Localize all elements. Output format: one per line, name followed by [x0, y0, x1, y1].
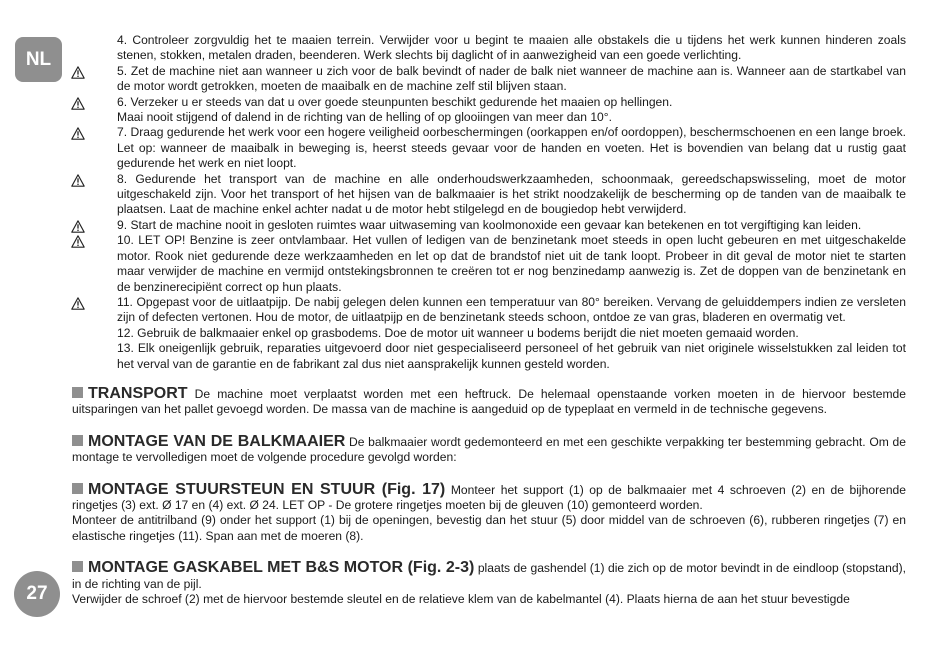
safety-rule-text: Maai nooit stijgend of dalend in de richting van de helling of op glooiingen van meer dan 10°. [117, 110, 612, 125]
section-paragraph [72, 434, 906, 466]
safety-rule [117, 295, 906, 326]
safety-rule-text: 4. Controleer zorgvuldig het te maaien terrein. Verwijder voor u begint te maaien alle obstakels die u tijdens het werk kunnen hinderen zoals stenen, stokken, metalen draden, beenderen. Werk slechts bij daglicht of in aanwezigheid van een goede verlichting. [117, 33, 906, 63]
section-heading: MONTAGE VAN DE BALKMAAIER [88, 432, 346, 450]
warning-triangle-icon [71, 297, 85, 310]
bullet-square-icon [72, 561, 83, 572]
safety-rule-text: 11. Opgepast voor de uitlaatpijp. De nabij gelegen delen kunnen een temperatuur van 80° bereiken. Vervang de geluiddempers indien ze versleten zijn of defecten vertonen. Hou de motor, de uitlaatpijp en de benzinetank steeds schoon, ontdoe ze van gras, bladeren en overmatig vet. [117, 294, 906, 325]
section-text: De machine moet verplaatst worden met een heftruck. De helemaal openstaande vorken moeten in de hiervoor bestemde uitsparingen van het pallet gevoegd worden. De massa van de machine is aangeduid op de typeplaat en vermeld in de technische gegevens. [72, 386, 906, 417]
safety-rule-text: 13. Elk oneigenlijk gebruik, reparaties uitgevoerd door niet gespecialiseerd personeel of het gebruik van niet originele wisselstukken zal leiden tot het verval van de garantie en de fabrikant zal dus niet aansprakelijk kunnen gesteld worden. [117, 341, 906, 371]
section-paragraph [72, 482, 906, 514]
section-paragraph [72, 386, 906, 418]
section-text: De balkmaaier wordt gedemonteerd en met een geschikte verpakking ter bestemming gebracht. Om de montage te vervolledigen moet de volgende procedure gevolgd worden: [72, 434, 906, 465]
section-transport [72, 386, 906, 418]
page-number: 27 [14, 571, 60, 617]
safety-rules-list [117, 33, 906, 372]
safety-rule [117, 64, 906, 95]
section-paragraph [72, 560, 906, 592]
bullet-square-icon [72, 387, 83, 398]
warning-triangle-icon [71, 97, 85, 110]
safety-rule [117, 172, 906, 218]
section-paragraph: Monteer de antitrilband (9) onder het support (1) bij de openingen, bevestig dan het stuur (5) door middel van de schroeven (6), rubberen ringetjes (7) en elastische ringetjes (11). Span aan met de moeren (8). [72, 513, 906, 543]
safety-rule [117, 218, 906, 233]
safety-rule [117, 95, 906, 110]
section-montage-gaskabel [72, 560, 906, 607]
warning-triangle-icon [71, 235, 85, 248]
safety-rule [117, 125, 906, 171]
warning-triangle-icon [71, 66, 85, 79]
safety-rule-text: 10. LET OP! Benzine is zeer ontvlambaar. Het vullen of ledigen van de benzinetank moet steeds in open lucht gebeuren en met uitgeschakelde motor. Rook niet gedurende deze werkzaamheden en let op dat de brandstof niet uit de tank loopt. Probeer in dit geval de motor niet te starten maar verwijder de machine en vermijd ontstekingsbronnen te creëren tot er nog benzinedamp aanwezig is. Zet de doppen van de benzinetank en de benzinerecipiënt correct op hun plaats. [117, 233, 906, 294]
safety-rule [117, 33, 906, 64]
safety-rule-text: 12. Gebruik de balkmaaier enkel op grasbodems. Doe de motor uit wanneer u bodems berijdt die niet moeten gemaaid worden. [117, 325, 799, 340]
bullet-square-icon [72, 435, 83, 446]
safety-rule [117, 233, 906, 295]
warning-triangle-icon [71, 174, 85, 187]
section-heading: MONTAGE GASKABEL MET B&S MOTOR (Fig. 2-3) [88, 559, 475, 577]
language-tab: NL [15, 37, 62, 82]
bullet-square-icon [72, 483, 83, 494]
section-text: Monteer het support (1) op de balkmaaier met 4 schroeven (2) en de bijhorende ringetjes (3) ext. Ø 17 en (4) ext. Ø 24. LET OP - De grotere ringetjes moeten bij de gleuven (10) gemonteerd worden. [72, 482, 906, 512]
safety-rule-text: 8. Gedurende het transport van de machine en alle onderhoudswerkzaamheden, schoonmaak, gereedschapswisseling, moet de motor uitgeschakeld zijn. Voor het transport of het hijsen van de balkmaaier is het strikt noodzakelijk de bescherming op de tanden van de maaibalk te plaatsen. Laat de machine enkel achter nadat u de motor hebt stilgelegd en de bougiedop hebt verwijderd. [117, 171, 906, 217]
page-content [72, 33, 906, 607]
safety-rule-text: 9. Start de machine nooit in gesloten ruimtes waar uitwaseming van koolmonoxide een gevaar kan betekenen en tot vergiftiging kan leiden. [117, 217, 862, 232]
section-montage-stuursteun [72, 482, 906, 545]
section-montage-balkmaaier [72, 434, 906, 466]
warning-triangle-icon [71, 127, 85, 140]
section-heading: TRANSPORT [88, 384, 188, 402]
safety-rule-text: 7. Draag gedurende het werk voor een hogere veiligheid oorbeschermingen (oorkappen en/of oordoppen), beschermschoenen en een lange broek. Let op: wanneer de maaibalk in beweging is, heerst steeds gevaar voor de handen en voeten. Het is bovendien van belang dat u rustig gaat gedurende het werk en niet loopt. [117, 125, 906, 171]
safety-rule-text: 5. Zet de machine niet aan wanneer u zich voor de balk bevindt of nader de balk niet wanneer de machine aan is. Wanneer aan de startkabel van de motor wordt getrokken, moeten de maaibalk en de machine zelf stil blijven staan. [117, 63, 906, 94]
warning-triangle-icon [71, 220, 85, 233]
safety-rule-text: 6. Verzeker u er steeds van dat u over goede steunpunten beschikt gedurende het maaien op hellingen. [117, 94, 673, 109]
section-text: plaats de gashendel (1) die zich op de motor bevindt in de eindloop (stopstand), in de richting van de pijl. [72, 561, 906, 591]
section-paragraph: Verwijder de schroef (2) met de hiervoor bestemde sleutel en de relatieve klem van de kabelmantel (4). Plaats hierna de aan het stuur bevestigde [72, 592, 850, 606]
safety-rule [117, 326, 906, 341]
section-heading: MONTAGE STUURSTEUN EN STUUR (Fig. 17) [88, 480, 446, 498]
safety-rule [117, 341, 906, 372]
safety-rule [117, 110, 906, 125]
